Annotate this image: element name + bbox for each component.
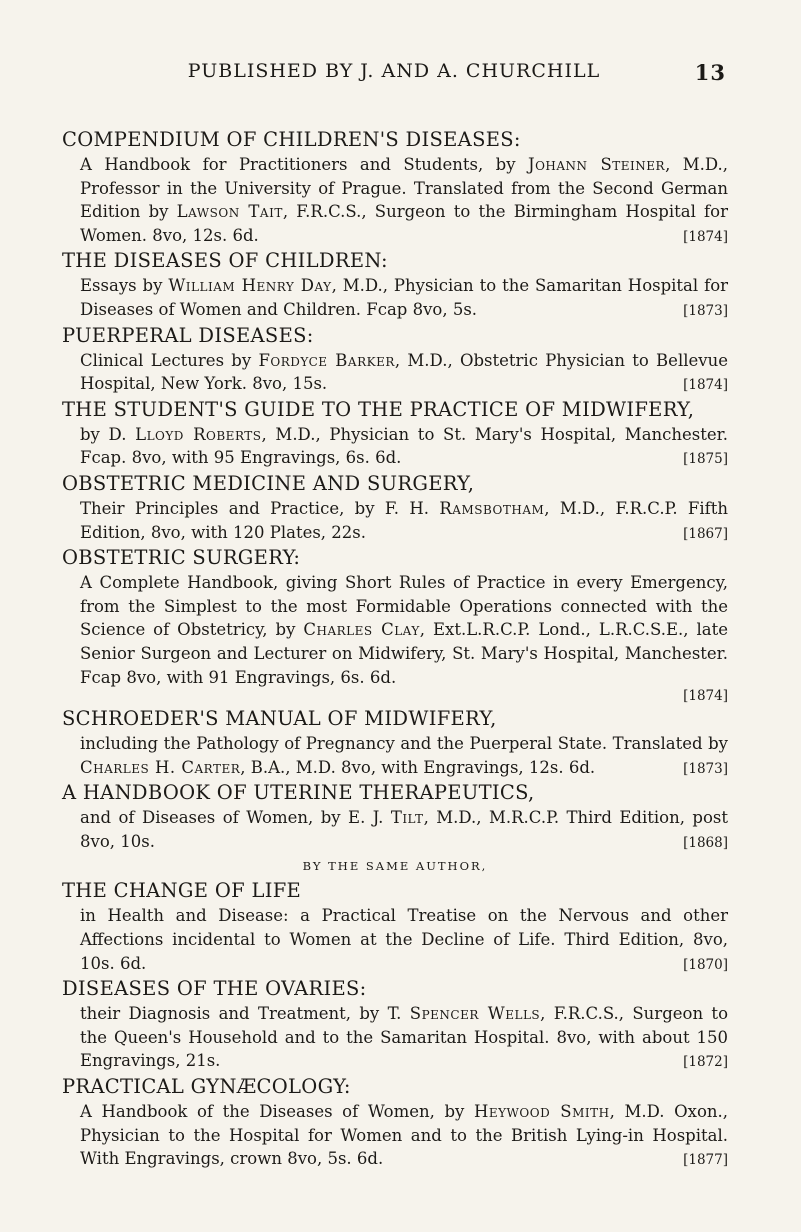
author-name: Johann Steiner (527, 155, 666, 174)
publication-year: [1875] (683, 451, 728, 468)
publication-year: [1874] (683, 377, 728, 394)
book-description: by D. Lloyd Roberts, M.D., Physician to St. Mary's Hospital, Manchester. Fcap. 8vo, with 95 Engravings, 6s. 6d. [1875] (62, 423, 728, 470)
publication-year: [1873] (683, 302, 728, 319)
publication-year: [1877] (683, 1152, 728, 1169)
publication-year: [1874] (683, 228, 728, 245)
book-title: DISEASES OF THE OVARIES: (62, 977, 367, 1001)
author-name: Fordyce Barker (258, 350, 395, 370)
author-name: Lloyd Roberts (135, 424, 262, 444)
book-entry (62, 975, 728, 1073)
author-name: Heywood Smith (473, 1102, 610, 1122)
book-list (62, 126, 728, 1171)
publication-year: [1868] (683, 834, 728, 851)
book-title: A HANDBOOK OF UTERINE THERAPEUTICS, (62, 781, 535, 805)
book-title: OBSTETRIC SURGERY: (62, 546, 301, 570)
book-description: in Health and Disease: a Practical Treatise on the Nervous and other Affections incidental to Women at the Decline of Life. Third Edition, 8vo, 10s. 6d. [1870] (62, 904, 728, 975)
book-title: PRACTICAL GYNÆCOLOGY: (62, 1075, 351, 1099)
by-same-author-note: BY THE SAME AUTHOR, (302, 859, 488, 874)
book-title: THE DISEASES OF CHILDREN: (62, 249, 388, 273)
publication-year: [1873] (683, 760, 728, 777)
book-description: their Diagnosis and Treatment, by T. Spencer Wells, F.R.C.S., Surgeon to the Queen's Household and to the Samaritan Hospital. 8vo, with about 150 Engravings, 21s. [1872] (62, 1002, 728, 1073)
book-entry (62, 126, 728, 247)
book-description: Clinical Lectures by Fordyce Barker, M.D., Obstetric Physician to Bellevue Hospital, New York. 8vo, 15s. [1874] (62, 349, 728, 396)
book-entry (62, 544, 728, 705)
book-entry (62, 855, 728, 975)
book-description: A Complete Handbook, giving Short Rules of Practice in every Emergency, from the Simplest to the most Formidable Operations connected with the Science of Obstetricy, by Charles Clay, Ext.L.R.C.P. Lond., L.R.C.S.E., late Senior Surgeon and Lecturer on Midwifery, St. Mary's Hospital, Manchester. Fcap 8vo, with 91 Engravings, 6s. 6d. (80, 573, 728, 687)
author-name: Spencer Wells (409, 1004, 541, 1024)
book-title: THE STUDENT'S GUIDE TO THE PRACTICE OF MIDWIFERY, (62, 397, 695, 421)
book-title: PUERPERAL DISEASES: (62, 323, 314, 347)
book-title: THE CHANGE OF LIFE (62, 879, 302, 903)
book-entry (62, 779, 728, 853)
book-entry (62, 470, 728, 544)
book-entry (62, 396, 728, 470)
book-title: OBSTETRIC MEDICINE AND SURGERY, (62, 471, 475, 495)
publication-year: [1874] (683, 688, 728, 705)
author-name: Tilt (390, 808, 424, 828)
author-name: Lawson Tait (176, 202, 283, 222)
book-entry (62, 1073, 728, 1171)
book-entry (62, 322, 728, 396)
page-number: 13 (694, 60, 726, 85)
book-description: A Handbook for Practitioners and Students, by Johann Steiner, M.D., Professor in the University of Prague. Translated from the Second German Edition by Lawson Tait, F.R.C.S., Surgeon to the Birmingham Hospital for Women. 8vo, 12s. 6d. [1874] (62, 153, 728, 247)
book-description: Their Principles and Practice, by F. H. Ramsbotham, M.D., F.R.C.P. Fifth Edition, 8vo, with 120 Plates, 22s. [1867] (62, 497, 728, 544)
book-title: COMPENDIUM OF CHILDREN'S DISEASES: (62, 128, 521, 151)
book-description: including the Pathology of Pregnancy and the Puerperal State. Translated by Charles H. Carter, B.A., M.D. 8vo, with Engravings, 12s. 6d. [1873] (62, 732, 728, 779)
publication-year: [1867] (683, 525, 728, 542)
book-title: SCHROEDER'S MANUAL OF MIDWIFERY, (62, 707, 497, 731)
book-entry (62, 705, 728, 779)
author-name: Charles Clay (303, 620, 420, 640)
book-description: and of Diseases of Women, by E. J. Tilt, M.D., M.R.C.P. Third Edition, post 8vo, 10s. [1868] (62, 806, 728, 853)
publication-year: [1872] (683, 1054, 728, 1071)
publication-year: [1870] (683, 956, 728, 973)
book-entry (62, 247, 728, 321)
running-title: PUBLISHED BY J. AND A. CHURCHILL (187, 60, 601, 82)
book-description: A Handbook of the Diseases of Women, by Heywood Smith, M.D. Oxon., Physician to the Hospital for Women and to the British Lying-in Hospital. With Engravings, crown 8vo, 5s. 6d. [1877] (62, 1100, 728, 1171)
running-header (62, 60, 726, 90)
author-name: Ramsbotham (439, 498, 545, 518)
author-name: William Henry Day (168, 276, 332, 296)
author-name: Charles H. Carter (80, 757, 241, 777)
book-description: Essays by William Henry Day, M.D., Physician to the Samaritan Hospital for Diseases of Women and Children. Fcap 8vo, 5s. [1873] (62, 274, 728, 321)
